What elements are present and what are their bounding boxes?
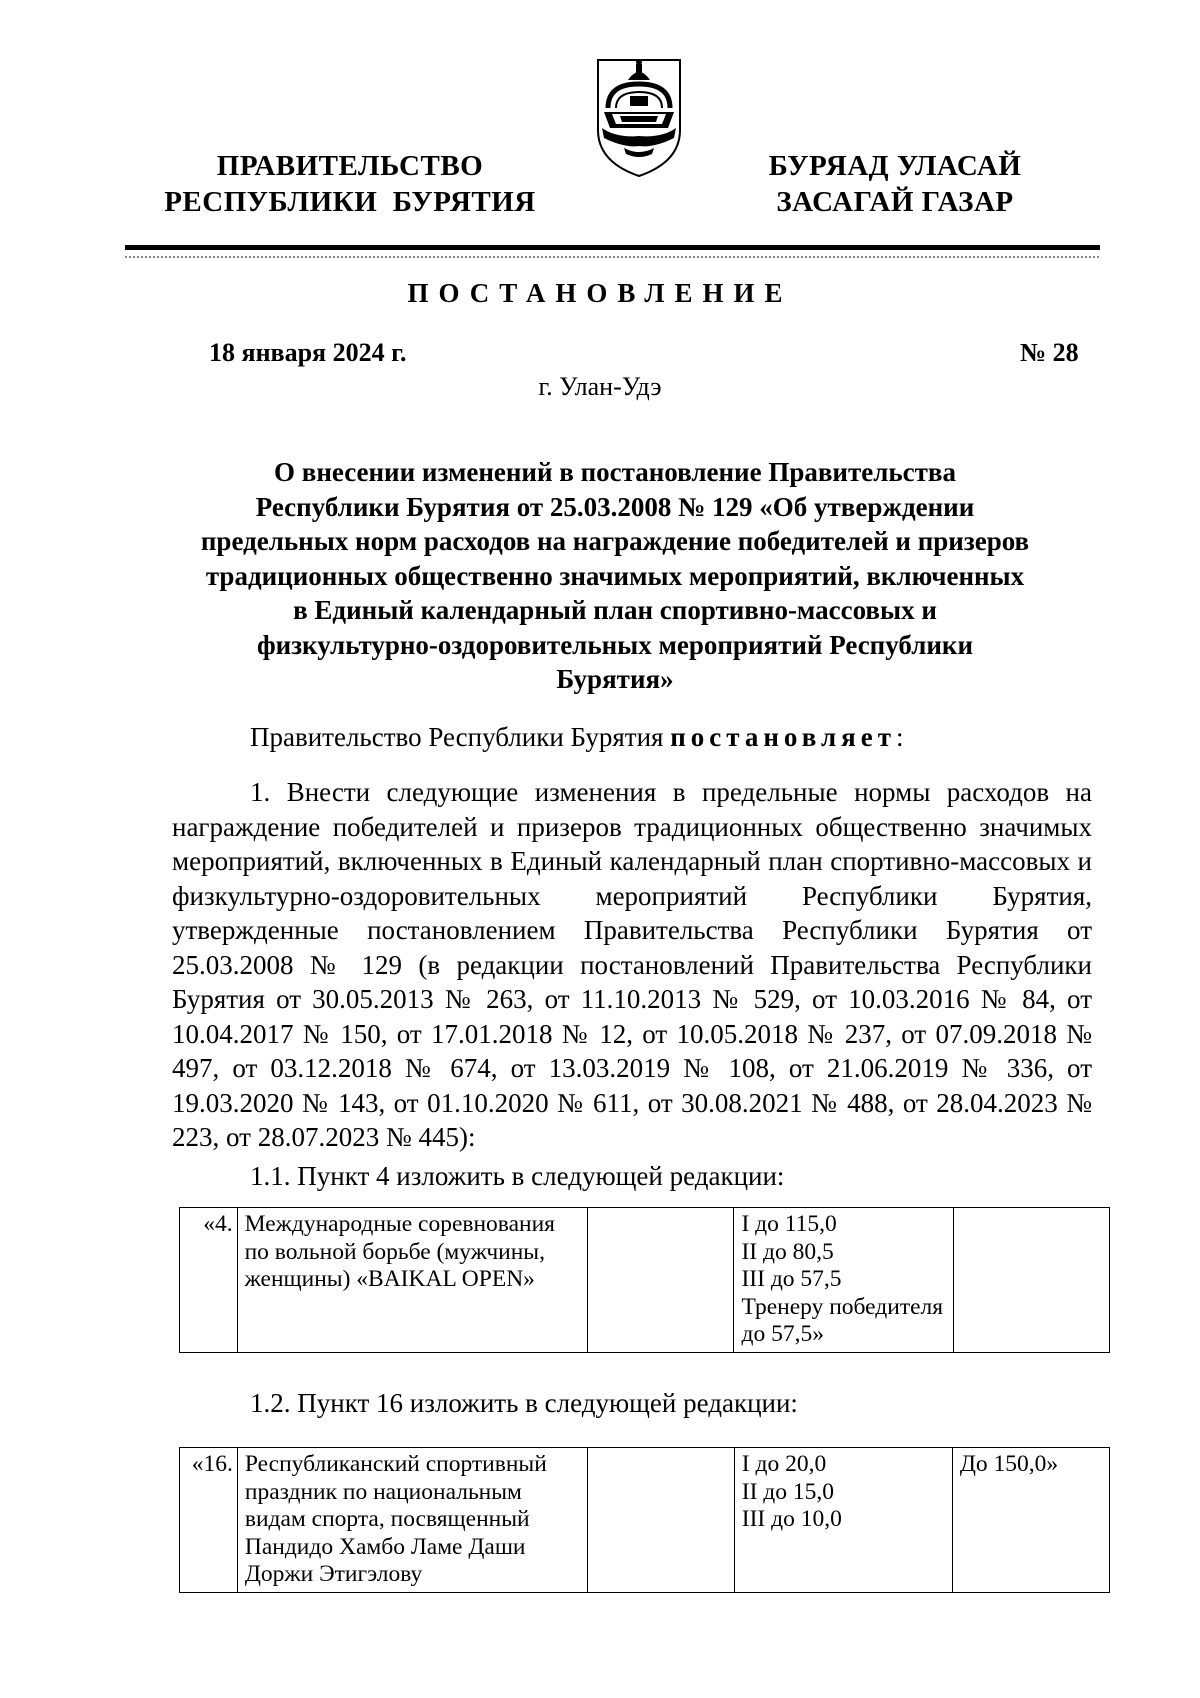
intro-suffix: :	[895, 722, 904, 752]
document-body	[172, 775, 1092, 1155]
header-left	[150, 148, 550, 220]
document-city: г. Улан-Удэ	[538, 372, 662, 401]
table2-num: «16.	[180, 1448, 238, 1593]
table-row	[180, 1448, 1110, 1593]
table1-total	[954, 1208, 1110, 1353]
header-rule-thick	[125, 245, 1100, 250]
table2-name: Республиканский спортивный праздник по национальным видам спорта, посвященный Пандидо Хамбо Ламе Даши Доржи Этигэлову	[237, 1448, 587, 1593]
subpoint-2: 1.2. Пункт 16 изложить в следующей редакции:	[250, 1388, 798, 1418]
table-point-4	[179, 1207, 1110, 1353]
header-right	[730, 148, 1060, 220]
table1-num: «4.	[180, 1208, 238, 1353]
subpoint-1: 1.1. Пункт 4 изложить в следующей редакции:	[250, 1161, 785, 1191]
header-right-line2: ЗАСАГАЙ ГАЗАР	[776, 186, 1014, 218]
table-point-16	[179, 1447, 1110, 1593]
table2-prize: II до 15,0	[741, 1478, 835, 1505]
document-title: О внесении изменений в постановление Правительства Республики Бурятия от 25.03.2008 № 129 «Об утверждении предельных норм расходов на награждение победителей и призеров традиционных общественно значимых мероприятий, включенных в Единый календарный план спортивно-массовых и физкультурно-оздоровительных мероприятий Республики Бурятия»	[200, 457, 1030, 694]
intro-line	[250, 720, 903, 755]
table1-prize: III до 57,5	[741, 1266, 842, 1292]
table2-col3	[587, 1448, 734, 1593]
header-left-line2: РЕСПУБЛИКИ БУРЯТИЯ	[164, 186, 536, 218]
document-number: № 28	[1020, 338, 1079, 367]
intro-bold: постановляет	[670, 722, 896, 752]
table1-prize: Тренеру победителя до 57,5»	[741, 1293, 944, 1347]
table1-prizes	[734, 1208, 954, 1353]
table-row	[180, 1208, 1110, 1353]
document-type: ПОСТАНОВЛЕНИЕ	[407, 278, 793, 308]
table2-total: До 150,0»	[952, 1448, 1109, 1593]
table1-prize: I до 115,0	[741, 1211, 837, 1237]
table2-prizes	[734, 1448, 952, 1593]
coat-of-arms-icon	[594, 52, 684, 180]
intro-prefix: Правительство Республики Бурятия	[250, 722, 671, 752]
header-right-line1: БУРЯАД УЛАСАЙ	[768, 150, 1022, 182]
table1-prize: II до 80,5	[741, 1238, 834, 1265]
header-rule-thin	[125, 256, 1100, 258]
header-left-line1: ПРАВИТЕЛЬСТВО	[216, 150, 484, 182]
table1-name: Международные соревнования по вольной борьбе (мужчины, женщины) «BAIKAL OPEN»	[237, 1208, 587, 1353]
table2-prize: III до 10,0	[741, 1506, 842, 1532]
document-date: 18 января 2024 г.	[209, 338, 407, 367]
paragraph-1: 1. Внести следующие изменения в предельные нормы расходов на награждение победителей и призеров традиционных общественно значимых мероприятий, включенных в Единый календарный план спортивно-массовых и физкультурно-оздоровительных мероприятий Республики Бурятия, утвержденные постановлением Правительства Республики Бурятия от 25.03.2008 № 129 (в редакции постановлений Правительства Республики Бурятия от 30.05.2013 № 263, от 11.10.2013 № 529, от 10.03.2016 № 84, от 10.04.2017 № 150, от 17.01.2018 № 12, от 10.05.2018 № 237, от 07.09.2018 № 497, от 03.12.2018 № 674, от 13.03.2019 № 108, от 21.06.2019 № 336, от 19.03.2020 № 143, от 01.10.2020 № 611, от 30.08.2021 № 488, от 28.04.2023 № 223, от 28.07.2023 № 445):	[172, 777, 1092, 1152]
table2-prize: I до 20,0	[741, 1451, 827, 1477]
table1-col3	[587, 1208, 734, 1353]
